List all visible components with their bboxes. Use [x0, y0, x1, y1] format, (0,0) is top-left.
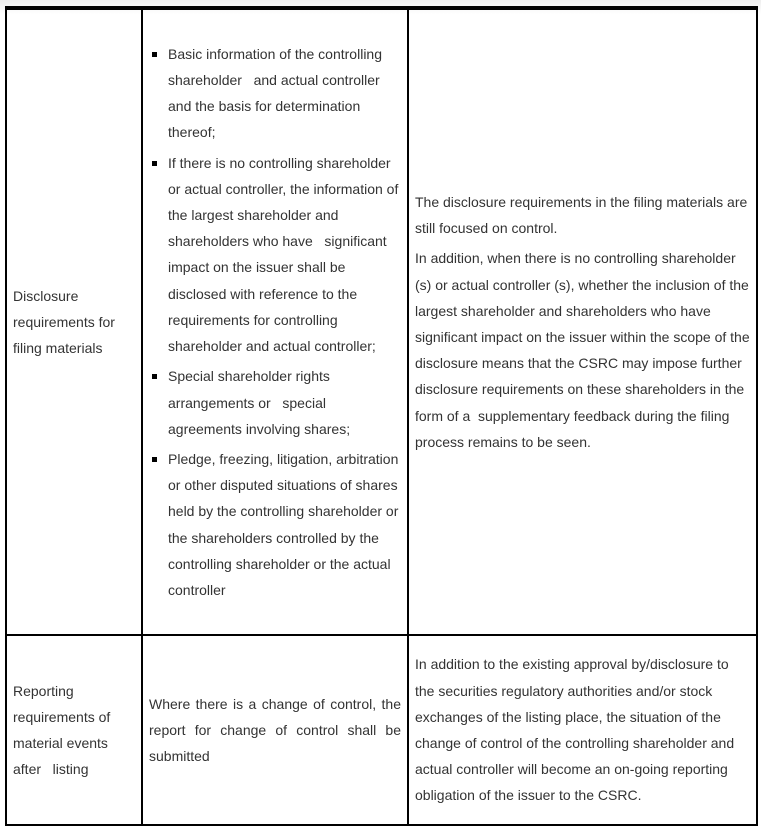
table-row	[6, 635, 757, 825]
comments-cell	[408, 9, 757, 635]
square-bullet-icon	[152, 52, 157, 57]
comment-paragraph: In addition, when there is no controlling shareholder (s) or actual controller (s), whether the inclusion of the largest shareholder and shareholders who have significant impact on the issuer within the scope of the disclosure means that the CSRC may impose further disclosure requirements on these shareholders in the form of a supplementary feedback during the filing process remains to be seen.	[415, 250, 754, 450]
row-label	[6, 9, 142, 635]
comments-cell	[408, 635, 757, 825]
requirements-cell	[142, 9, 408, 635]
list-item: Basic information of the controlling shareholder and actual controller and the basis for determination thereof;	[149, 41, 401, 146]
comment-paragraph: The disclosure requirements in the filing materials are still focused on control.	[415, 193, 748, 237]
square-bullet-icon	[152, 161, 157, 166]
row-label-text: Reporting requirements of material events after listing	[13, 682, 115, 778]
row-label	[6, 635, 142, 825]
table-row	[6, 9, 757, 635]
square-bullet-icon	[152, 374, 157, 379]
list-item: Special shareholder rights arrangements or special agreements involving shares;	[149, 363, 401, 442]
list-item: Pledge, freezing, litigation, arbitration or other disputed situations of shares held by the controlling shareholder or the shareholders controlled by the controlling shareholder or the actual controller	[149, 446, 401, 603]
list-item: If there is no controlling shareholder or actual controller, the information of the largest shareholder and shareholders who have significant impact on the issuer shall be disclosed with reference to the requirements for controlling shareholder and actual controller;	[149, 150, 401, 360]
comment-paragraph: In addition to the existing approval by/disclosure to the securities regulatory authorities and/or stock exchanges of the listing place, the situation of the change of control of the controlling shareholder and actual controller will become an on-going reporting obligation of the issuer to the CSRC.	[415, 656, 735, 804]
requirement-text: Where there is a change of control, the report for change of control shall be submitted	[149, 695, 401, 765]
row-label-text: Disclosure requirements for filing materials	[13, 287, 119, 357]
requirements-cell	[142, 635, 408, 825]
square-bullet-icon	[152, 457, 157, 462]
requirements-list	[149, 41, 401, 603]
comparison-table	[5, 6, 758, 826]
